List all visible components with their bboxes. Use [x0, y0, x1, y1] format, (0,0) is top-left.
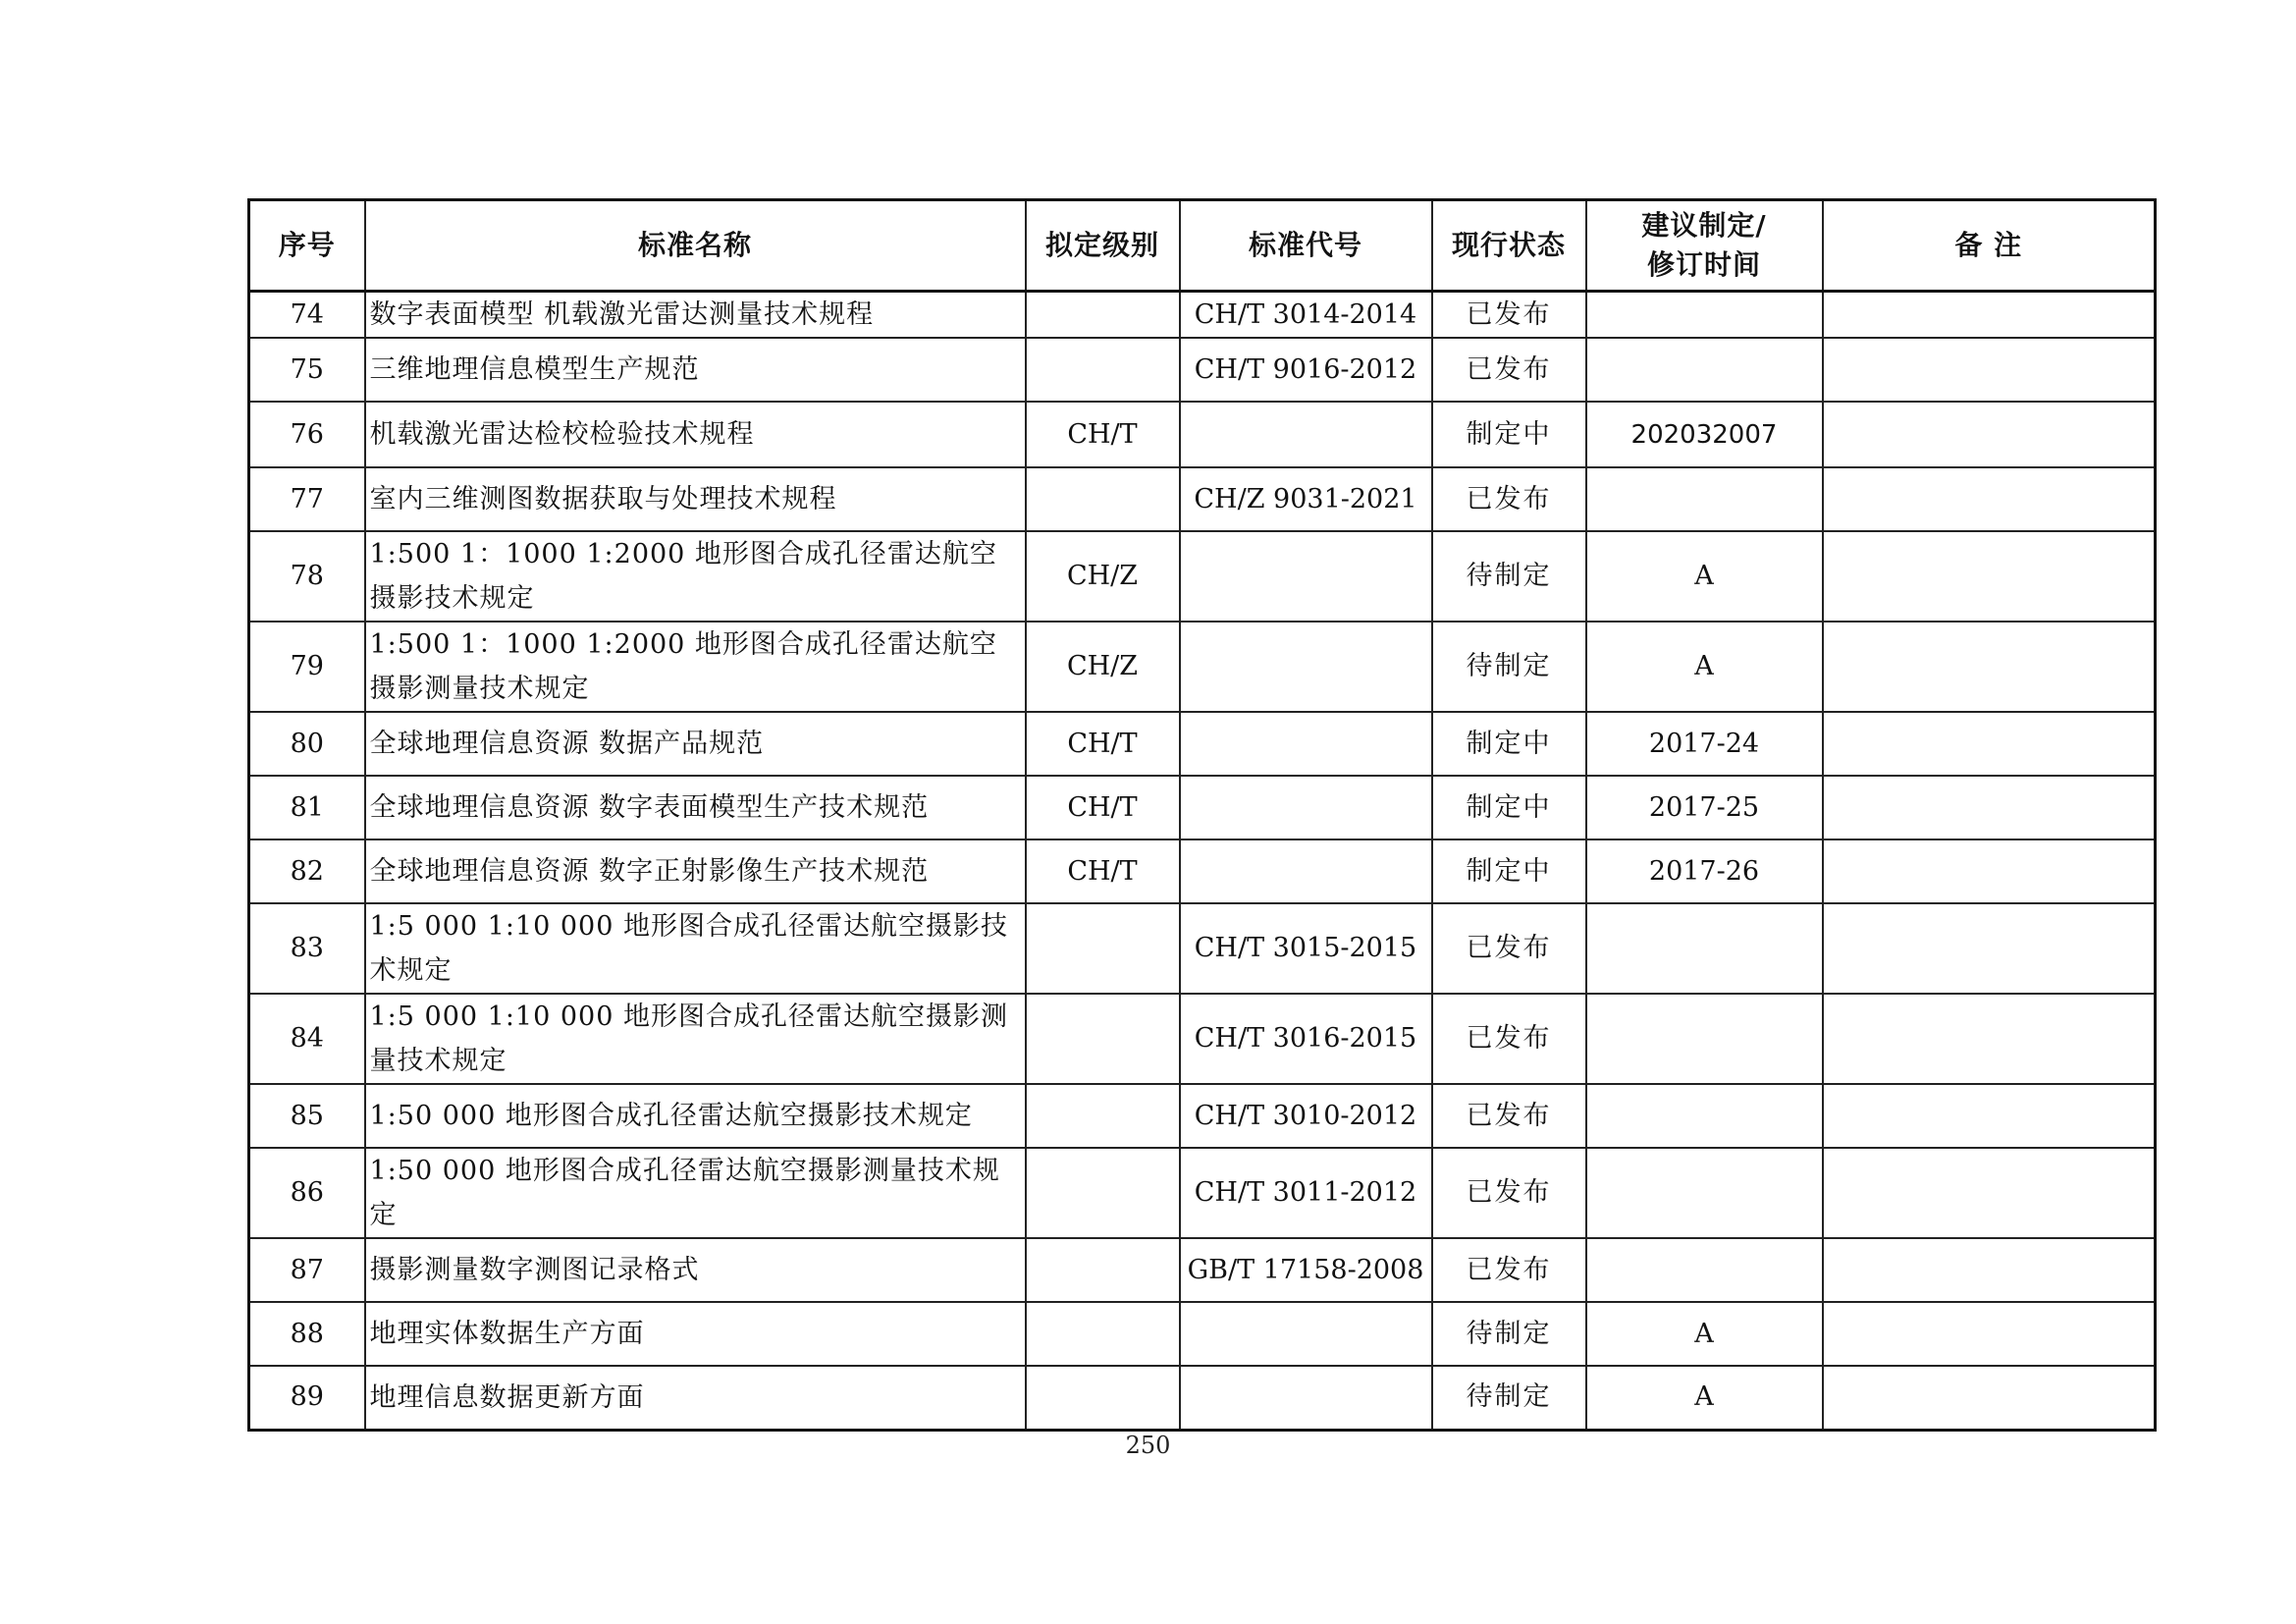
cell-time: 2017-25 — [1586, 776, 1823, 839]
cell-status: 制定中 — [1432, 402, 1586, 467]
cell-code: CH/T 3014-2014 — [1180, 292, 1432, 339]
cell-level — [1026, 338, 1180, 402]
header-time — [1586, 200, 1823, 292]
cell-remark — [1823, 1366, 2156, 1430]
cell-name: 全球地理信息资源 数字表面模型生产技术规范 — [365, 776, 1026, 839]
cell-status: 待制定 — [1432, 531, 1586, 622]
cell-seq: 76 — [249, 402, 365, 467]
page-number: 250 — [1125, 1432, 1171, 1459]
cell-level: CH/T — [1026, 402, 1180, 467]
cell-time — [1586, 292, 1823, 339]
cell-level: CH/T — [1026, 776, 1180, 839]
cell-name: 1:5 000 1:10 000 地形图合成孔径雷达航空摄影测量技术规定 — [365, 994, 1026, 1084]
cell-time — [1586, 1148, 1823, 1238]
cell-time: 202032007 — [1586, 402, 1823, 467]
table-row — [249, 1148, 2156, 1238]
cell-remark — [1823, 622, 2156, 712]
cell-name: 数字表面模型 机载激光雷达测量技术规程 — [365, 292, 1026, 339]
table-row — [249, 1238, 2156, 1302]
cell-time: A — [1586, 1302, 1823, 1366]
cell-time: A — [1586, 531, 1823, 622]
cell-status: 已发布 — [1432, 338, 1586, 402]
cell-status: 待制定 — [1432, 1302, 1586, 1366]
standards-table — [247, 198, 2157, 1432]
cell-status: 待制定 — [1432, 622, 1586, 712]
cell-status: 待制定 — [1432, 1366, 1586, 1430]
cell-status: 已发布 — [1432, 994, 1586, 1084]
cell-status: 已发布 — [1432, 903, 1586, 994]
header-seq: 序号 — [249, 200, 365, 292]
header-level: 拟定级别 — [1026, 200, 1180, 292]
header-remark: 备 注 — [1823, 200, 2156, 292]
cell-status: 已发布 — [1432, 1084, 1586, 1148]
cell-name: 1:500 1：1000 1:2000 地形图合成孔径雷达航空摄影技术规定 — [365, 531, 1026, 622]
cell-level — [1026, 1302, 1180, 1366]
cell-name: 全球地理信息资源 数据产品规范 — [365, 712, 1026, 776]
cell-time: 2017-26 — [1586, 839, 1823, 903]
table-row — [249, 402, 2156, 467]
cell-seq: 79 — [249, 622, 365, 712]
cell-remark — [1823, 402, 2156, 467]
cell-code: CH/T 3016-2015 — [1180, 994, 1432, 1084]
cell-remark — [1823, 839, 2156, 903]
table-row — [249, 1084, 2156, 1148]
cell-code — [1180, 402, 1432, 467]
cell-name: 地理实体数据生产方面 — [365, 1302, 1026, 1366]
cell-name: 1:50 000 地形图合成孔径雷达航空摄影测量技术规定 — [365, 1148, 1026, 1238]
cell-seq: 80 — [249, 712, 365, 776]
cell-name: 1:50 000 地形图合成孔径雷达航空摄影技术规定 — [365, 1084, 1026, 1148]
cell-time — [1586, 1238, 1823, 1302]
cell-seq: 74 — [249, 292, 365, 339]
cell-level: CH/T — [1026, 839, 1180, 903]
cell-seq: 86 — [249, 1148, 365, 1238]
cell-level — [1026, 292, 1180, 339]
cell-status: 已发布 — [1432, 292, 1586, 339]
cell-remark — [1823, 1148, 2156, 1238]
header-code: 标准代号 — [1180, 200, 1432, 292]
header-row — [249, 200, 2156, 292]
cell-level — [1026, 994, 1180, 1084]
cell-name: 地理信息数据更新方面 — [365, 1366, 1026, 1430]
cell-level — [1026, 1148, 1180, 1238]
cell-code — [1180, 531, 1432, 622]
cell-name: 1:500 1：1000 1:2000 地形图合成孔径雷达航空摄影测量技术规定 — [365, 622, 1026, 712]
cell-status: 已发布 — [1432, 467, 1586, 531]
table-row — [249, 903, 2156, 994]
cell-time — [1586, 994, 1823, 1084]
header-time-line2: 修订时间 — [1646, 248, 1761, 281]
table-row — [249, 531, 2156, 622]
cell-code — [1180, 1366, 1432, 1430]
cell-time: A — [1586, 1366, 1823, 1430]
table-row — [249, 776, 2156, 839]
cell-level — [1026, 467, 1180, 531]
cell-remark — [1823, 903, 2156, 994]
table-row — [249, 1366, 2156, 1430]
cell-time — [1586, 338, 1823, 402]
cell-code — [1180, 839, 1432, 903]
table-row — [249, 622, 2156, 712]
cell-code — [1180, 776, 1432, 839]
table-row — [249, 712, 2156, 776]
cell-remark — [1823, 1302, 2156, 1366]
cell-level — [1026, 1084, 1180, 1148]
table-row — [249, 1302, 2156, 1366]
cell-seq: 81 — [249, 776, 365, 839]
cell-name: 摄影测量数字测图记录格式 — [365, 1238, 1026, 1302]
cell-time — [1586, 903, 1823, 994]
cell-code: CH/T 3011-2012 — [1180, 1148, 1432, 1238]
cell-time: 2017-24 — [1586, 712, 1823, 776]
cell-code: GB/T 17158-2008 — [1180, 1238, 1432, 1302]
cell-seq: 78 — [249, 531, 365, 622]
cell-code — [1180, 622, 1432, 712]
cell-code: CH/T 9016-2012 — [1180, 338, 1432, 402]
table-row — [249, 994, 2156, 1084]
cell-seq: 89 — [249, 1366, 365, 1430]
cell-level — [1026, 903, 1180, 994]
cell-remark — [1823, 292, 2156, 339]
table-body — [249, 292, 2156, 1431]
cell-seq: 88 — [249, 1302, 365, 1366]
cell-code: CH/T 3015-2015 — [1180, 903, 1432, 994]
cell-level: CH/T — [1026, 712, 1180, 776]
cell-remark — [1823, 776, 2156, 839]
cell-code — [1180, 712, 1432, 776]
cell-remark — [1823, 994, 2156, 1084]
cell-name: 三维地理信息模型生产规范 — [365, 338, 1026, 402]
cell-time — [1586, 467, 1823, 531]
cell-level: CH/Z — [1026, 531, 1180, 622]
table-row — [249, 292, 2156, 339]
cell-seq: 83 — [249, 903, 365, 994]
header-time-line1: 建议制定/ — [1641, 209, 1767, 242]
cell-level — [1026, 1238, 1180, 1302]
table-row — [249, 467, 2156, 531]
cell-code — [1180, 1302, 1432, 1366]
cell-level: CH/Z — [1026, 622, 1180, 712]
table-row — [249, 338, 2156, 402]
cell-status: 制定中 — [1432, 712, 1586, 776]
cell-name: 机载激光雷达检校检验技术规程 — [365, 402, 1026, 467]
cell-remark — [1823, 338, 2156, 402]
cell-remark — [1823, 712, 2156, 776]
cell-name: 室内三维测图数据获取与处理技术规程 — [365, 467, 1026, 531]
cell-remark — [1823, 467, 2156, 531]
cell-seq: 82 — [249, 839, 365, 903]
cell-seq: 85 — [249, 1084, 365, 1148]
cell-name: 1:5 000 1:10 000 地形图合成孔径雷达航空摄影技术规定 — [365, 903, 1026, 994]
cell-seq: 84 — [249, 994, 365, 1084]
cell-seq: 77 — [249, 467, 365, 531]
header-name: 标准名称 — [365, 200, 1026, 292]
cell-remark — [1823, 531, 2156, 622]
cell-code: CH/Z 9031-2021 — [1180, 467, 1432, 531]
cell-name: 全球地理信息资源 数字正射影像生产技术规范 — [365, 839, 1026, 903]
cell-time — [1586, 1084, 1823, 1148]
table-row — [249, 839, 2156, 903]
cell-status: 制定中 — [1432, 839, 1586, 903]
cell-code: CH/T 3010-2012 — [1180, 1084, 1432, 1148]
cell-seq: 75 — [249, 338, 365, 402]
cell-status: 制定中 — [1432, 776, 1586, 839]
cell-level — [1026, 1366, 1180, 1430]
header-status: 现行状态 — [1432, 200, 1586, 292]
cell-remark — [1823, 1238, 2156, 1302]
cell-seq: 87 — [249, 1238, 365, 1302]
cell-remark — [1823, 1084, 2156, 1148]
cell-status: 已发布 — [1432, 1148, 1586, 1238]
cell-time: A — [1586, 622, 1823, 712]
cell-status: 已发布 — [1432, 1238, 1586, 1302]
